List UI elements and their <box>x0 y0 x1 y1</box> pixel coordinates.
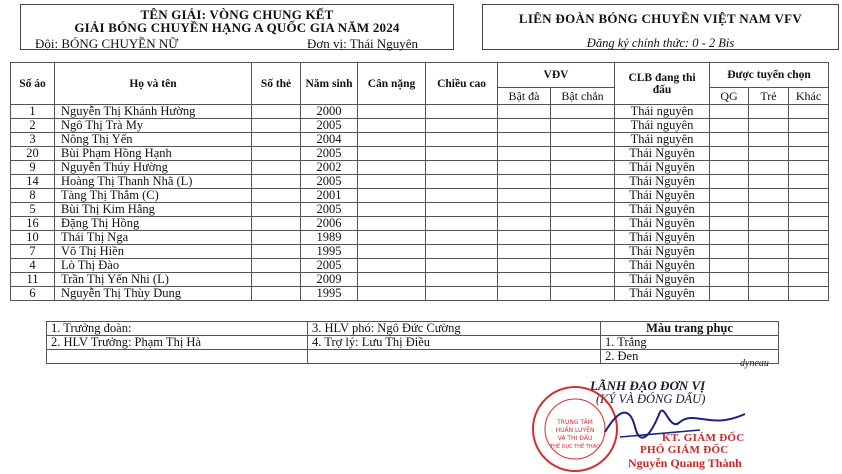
col-height: Chiều cao <box>426 63 498 105</box>
col-number: Số áo <box>11 63 55 105</box>
signature-title: LÃNH ĐẠO ĐƠN VỊ <box>590 378 706 393</box>
staff-table <box>46 321 779 364</box>
col-card: Số thẻ <box>252 63 301 105</box>
col-other: Khác <box>789 88 829 105</box>
table-row: 8 Tàng Thị Thắm (C) 2001 Thái Nguyên <box>11 189 829 203</box>
table-row: 10 Thái Thị Nga 1989 Thái Nguyên <box>11 231 829 245</box>
svg-text:VÀ THI ĐẤU: VÀ THI ĐẤU <box>557 435 593 442</box>
table-row: 3 Nông Thị Yến 2004 Thái nguyên <box>11 133 829 147</box>
signer-position-2: PHÓ GIÁM ĐỐC <box>640 444 729 456</box>
table-row: 6 Nguyễn Thị Thùy Dung 1995 Thái Nguyên <box>11 287 829 301</box>
col-club: CLB đang thi đấu <box>615 63 710 105</box>
table-row: 16 Đặng Thị Hồng 2006 Thái Nguyên <box>11 217 829 231</box>
federation-name: LIÊN ĐOÀN BÓNG CHUYỀN VIỆT NAM VFV <box>518 11 803 26</box>
signer-name: Nguyễn Quang Thành <box>628 456 742 470</box>
table-row: 11 Trần Thị Yến Nhi (L) 2009 Thái Nguyên <box>11 273 829 287</box>
tournament-title-line2: GIẢI BÓNG CHUYỀN HẠNG A QUỐC GIA NĂM 2024 <box>74 20 400 35</box>
col-spike: Bật đà <box>498 88 551 105</box>
col-selected: Được tuyển chọn <box>710 63 829 88</box>
table-row: 4 Lò Thị Đào 2005 Thái Nguyên <box>11 259 829 273</box>
tournament-title-line1: TÊN GIẢI: VÒNG CHUNG KẾT <box>140 7 334 22</box>
svg-text:TRUNG TÂM: TRUNG TÂM <box>557 419 593 426</box>
svg-text:THỂ DỤC THỂ THAO: THỂ DỤC THỂ THAO <box>550 444 600 450</box>
table-row: 2 Ngô Thị Trà My 2005 Thái nguyên <box>11 119 829 133</box>
head-coach: 2. HLV Trưởng: Phạm Thị Hà <box>47 336 308 350</box>
federation-header <box>482 4 839 50</box>
signature-subtitle: (KÝ VÀ ĐÓNG DẤU) <box>596 392 706 406</box>
col-block: Bật chắn <box>551 88 615 105</box>
col-qg: QG <box>710 88 749 105</box>
col-name: Họ và tên <box>55 63 252 105</box>
uniform-color-2: 2. Đen <box>601 350 779 364</box>
table-row: 9 Nguyễn Thúy Hường 2002 Thái Nguyên <box>11 161 829 175</box>
unit-label: Đơn vị: Thái Nguyên <box>307 36 418 51</box>
assistant-coach: 3. HLV phó: Ngô Đức Cường <box>308 322 601 336</box>
registration-label: Đăng ký chính thức: 0 - 2 Bis <box>586 36 735 50</box>
table-row: 14 Hoàng Thị Thanh Nhã (L) 2005 Thái Nguyên <box>11 175 829 189</box>
team-leader: 1. Trưởng đoàn: <box>47 322 308 336</box>
uniform-color-1: 1. Trắng <box>601 336 779 350</box>
team-label: Đội: BÓNG CHUYỀN NỮ <box>35 36 179 51</box>
col-birth-year: Năm sinh <box>301 63 358 105</box>
uniform-header: Màu trang phục <box>601 322 779 336</box>
signer-position-1: KT. GIÁM ĐỐC <box>662 432 745 444</box>
col-vdv: VĐV <box>498 63 615 88</box>
tournament-header <box>20 4 454 50</box>
col-weight: Cân nặng <box>358 63 426 105</box>
table-row: 1 Nguyễn Thị Khánh Hường 2000 Thái nguyên <box>11 105 829 119</box>
svg-text:HUẤN LUYỆN: HUẤN LUYỆN <box>555 427 595 434</box>
table-row: 5 Bùi Thị Kim Hằng 2005 Thái Nguyên <box>11 203 829 217</box>
table-row: 20 Bùi Phạm Hồng Hạnh 2005 Thái Nguyên <box>11 147 829 161</box>
table-row: 7 Võ Thị Hiền 1995 Thái Nguyên <box>11 245 829 259</box>
roster-table <box>10 62 829 301</box>
handwritten-note: dyneau <box>740 358 769 369</box>
assistant: 4. Trợ lý: Lưu Thị Điều <box>308 336 601 350</box>
col-youth: Trẻ <box>749 88 789 105</box>
